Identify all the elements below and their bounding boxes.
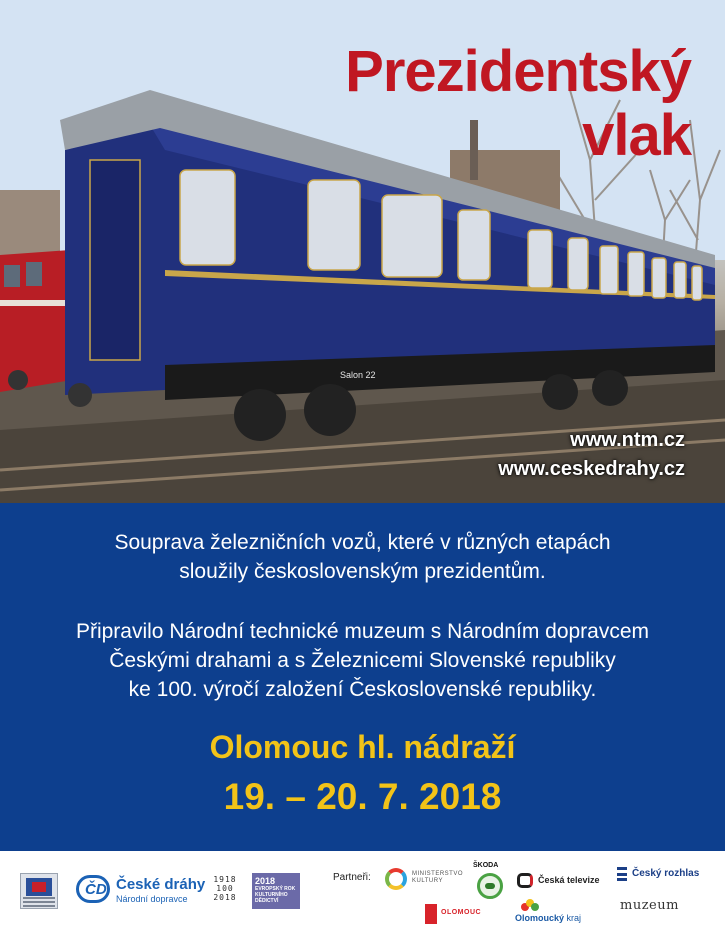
info-band <box>0 503 725 851</box>
ct-mark-icon <box>517 873 533 888</box>
cesky-rozhlas-logo <box>617 867 717 887</box>
muzeum-logo <box>620 898 712 926</box>
description-line: Souprava železničních vozů, které v různých etapách <box>114 531 611 554</box>
flower-icon <box>521 899 539 913</box>
event-date: 19. – 20. 7. 2018 <box>223 776 502 817</box>
skoda-arrow-icon <box>477 873 503 899</box>
ok-name: Olomoucký kraj <box>515 913 582 923</box>
skoda-label: ŠKODA <box>473 862 499 869</box>
year-line: 2018 <box>213 893 237 902</box>
train-plate-text: Salon 22 <box>340 370 376 380</box>
mk-circle-icon <box>385 868 407 890</box>
description-line: Připravilo Národní technické muzeum s Národním dopravcem <box>75 620 650 643</box>
olomouc-city-logo <box>425 904 485 924</box>
description-line: ke 100. výročí založení Československé republiky. <box>128 678 597 701</box>
cd-subtitle: Národní dopravce <box>116 894 188 904</box>
ntm-logo <box>20 873 58 909</box>
link-ntm[interactable]: www.ntm.cz <box>570 429 685 451</box>
ceska-televize-logo <box>517 873 612 889</box>
muzeum-name: muzeum <box>620 898 679 913</box>
year-line: 100 <box>216 884 234 893</box>
skoda-logo <box>471 862 511 902</box>
eu-heritage-logo <box>252 873 300 909</box>
eu-year: 2018 <box>255 876 276 886</box>
olomouc-mark-icon <box>425 904 437 924</box>
description-paragraph-2 <box>0 617 725 704</box>
title-line-2: vlak <box>582 103 691 168</box>
cr-mark-icon <box>617 867 627 881</box>
cr-name: Český rozhlas <box>632 868 700 879</box>
poster-title <box>345 40 691 168</box>
partners-label: Partneři: <box>333 872 371 883</box>
olomoucky-kraj-logo <box>515 899 600 927</box>
eu-text: EVROPSKÝ ROK KULTURNÍHO DĚDICTVÍ <box>255 886 296 904</box>
description-paragraph-1 <box>0 528 725 586</box>
website-links <box>498 426 685 484</box>
description-line: sloužily československým prezidentům. <box>179 560 546 583</box>
ct-name: Česká televize <box>538 875 600 885</box>
logo-strip <box>0 851 725 930</box>
mk-text: MINISTERSTVO KULTURY <box>412 871 464 884</box>
olomouc-name: OLOMOUC <box>441 909 482 916</box>
title-line-1: Prezidentský <box>345 39 691 104</box>
cd-mark-icon: ČD <box>76 875 110 903</box>
centenary-logo <box>210 875 240 911</box>
ministry-culture-logo <box>385 867 463 897</box>
description-line: Českými drahami a s Železnicemi Slovenské republiky <box>109 649 616 672</box>
year-line: 1918 <box>213 875 237 884</box>
event-place: Olomouc hl. nádraží <box>209 729 516 765</box>
link-ceskedrahy[interactable]: www.ceskedrahy.cz <box>498 458 685 480</box>
cd-name: České dráhy <box>116 876 206 893</box>
